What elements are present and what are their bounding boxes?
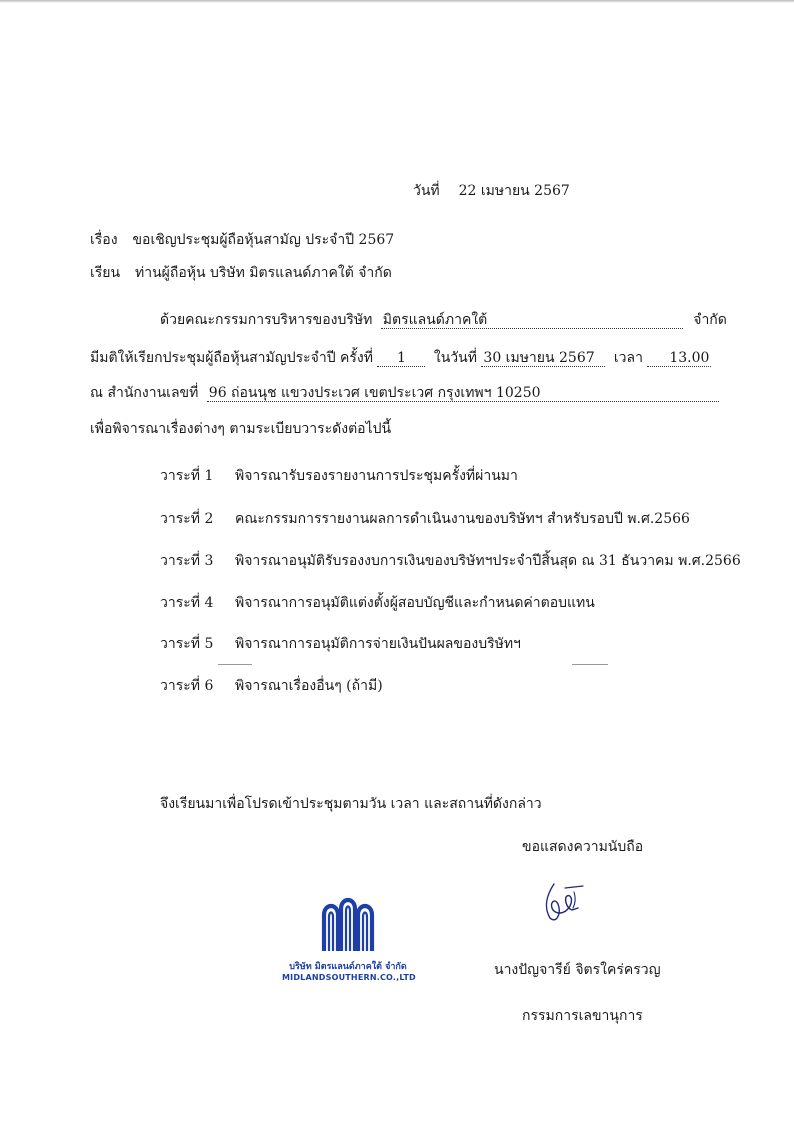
body-line-1 (160, 309, 727, 331)
time-label: เวลา (613, 350, 643, 366)
agenda-text: พิจารณาการอนุมัติการจ่ายเงินปันผลของบริษัทฯ (235, 636, 521, 652)
agenda-item (160, 675, 383, 697)
agenda-number: วาระที่ 2 (160, 511, 214, 527)
scan-edge (0, 0, 794, 3)
agenda-text: พิจารณาเรื่องอื่นๆ (ถ้ามี) (235, 678, 383, 694)
agenda-number: วาระที่ 6 (160, 678, 214, 694)
agenda-text: คณะกรรมการรายงานผลการดำเนินงานของบริษัทฯ สำหรับรอบปี พ.ศ.2566 (235, 511, 690, 527)
date-line (413, 180, 570, 202)
regards-line: ขอแสดงความนับถือ (522, 839, 644, 855)
agenda-text: พิจารณาอนุมัติรับรองงบการเงินของบริษัทฯประจำปีสิ้นสุด ณ 31 ธันวาคม พ.ศ.2566 (235, 553, 741, 569)
agenda-number: วาระที่ 4 (160, 595, 214, 611)
signer-title: กรรมการเลขานุการ (522, 1008, 643, 1024)
body-line-3 (90, 382, 719, 404)
subject-line (90, 229, 394, 251)
agenda-text: พิจารณารับรองรายงานการประชุมครั้งที่ผ่านมา (235, 468, 518, 484)
agenda-number: วาระที่ 3 (160, 553, 214, 569)
agenda-number: วาระที่ 5 (160, 636, 214, 652)
body-line3-prefix: ณ สำนักงานเลขที่ (90, 385, 199, 401)
on-date-label: ในวันที่ (433, 350, 477, 366)
body-line-2 (90, 347, 711, 369)
agenda-number: วาระที่ 1 (160, 468, 214, 484)
subject-text: ขอเชิญประชุมผู้ถือหุ้นสามัญ ประจำปี 2567 (132, 232, 395, 248)
recipient-line (90, 262, 392, 284)
agenda-item (160, 508, 690, 530)
subject-label: เรื่อง (90, 232, 118, 248)
body-line2-prefix: มีมติให้เรียกประชุมผู้ถือหุ้นสามัญประจำปี ครั้งที่ (90, 350, 373, 366)
agenda-item (160, 550, 741, 572)
company-logo (282, 893, 414, 982)
scan-smudge (572, 664, 608, 665)
company-name-field: มิตรแลนด์ภาคใต้ (381, 313, 683, 329)
signer-name: นางปัญจารีย์ จิตรใคร่ครวญ (494, 962, 661, 978)
agenda-item (160, 633, 521, 655)
closing-paragraph: จึงเรียนมาเพื่อโปรดเข้าประชุมตามวัน เวลา และสถานที่ดังกล่าว (160, 796, 542, 812)
agenda-text: พิจารณาการอนุมัติแต่งตั้งผู้สอบบัญชีและกำหนดค่าตอบแทน (235, 595, 595, 611)
recipient-text: ท่านผู้ถือหุ้น บริษัท มิตรแลนด์ภาคใต้ จำกัด (134, 265, 392, 281)
scan-smudge (218, 664, 252, 665)
agenda-item (160, 592, 595, 614)
recipient-label: เรียน (90, 265, 121, 281)
company-logo-mark (318, 893, 378, 953)
logo-company-thai: บริษัท มิตรแลนด์ภาคใต้ จำกัด (289, 962, 407, 972)
body-line-4: เพื่อพิจารณาเรื่องต่างๆ ตามระเบียบวาระดังต่อไปนี้ (90, 421, 392, 437)
date-value: 22 เมษายน 2567 (458, 183, 570, 199)
meeting-number-field: 1 (377, 351, 425, 367)
logo-company-english: MIDLANDSOUTHERN.CO.,LTD (282, 973, 416, 982)
agenda-item (160, 465, 518, 487)
meeting-date-field: 30 เมษายน 2567 (481, 351, 605, 367)
signature-image (540, 878, 590, 930)
body-line1-prefix: ด้วยคณะกรรมการบริหารของบริษัท (160, 312, 373, 328)
address-field: 96 ถ่อนนุช แขวงประเวศ เขตประเวศ กรุงเทพฯ 10250 (207, 386, 719, 402)
date-label: วันที่ (413, 183, 440, 199)
body-line1-suffix: จำกัด (693, 312, 727, 328)
meeting-time-field: 13.00 (647, 351, 711, 367)
